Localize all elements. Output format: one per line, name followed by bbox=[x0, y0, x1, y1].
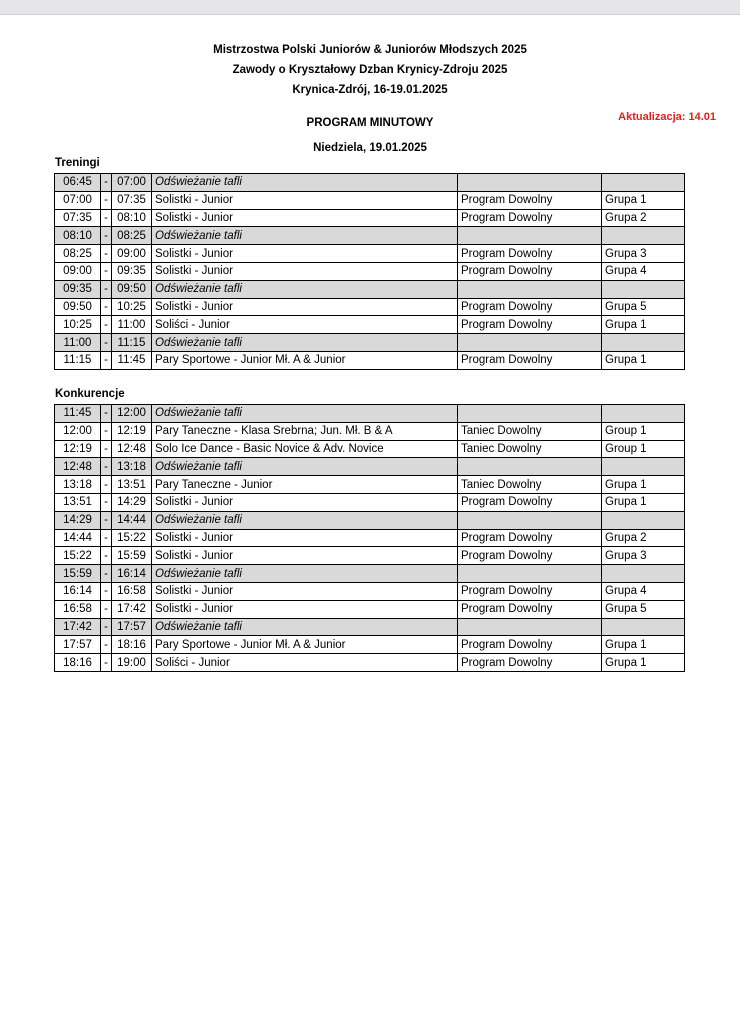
resurfacing-row bbox=[55, 280, 685, 298]
event-cell: Solistki - Junior bbox=[152, 493, 458, 511]
table-row bbox=[55, 582, 685, 600]
group-cell: Group 1 bbox=[602, 422, 685, 440]
end-time-cell: 12:48 bbox=[112, 440, 152, 458]
start-time-cell: 07:35 bbox=[55, 209, 101, 227]
group-cell: Grupa 1 bbox=[602, 191, 685, 209]
program-cell bbox=[458, 511, 602, 529]
resurfacing-row bbox=[55, 458, 685, 476]
event-cell: Odświeżanie tafli bbox=[152, 511, 458, 529]
end-time-cell: 12:19 bbox=[112, 422, 152, 440]
start-time-cell: 13:18 bbox=[55, 476, 101, 494]
group-cell bbox=[602, 334, 685, 352]
end-time-cell: 12:00 bbox=[112, 405, 152, 423]
end-time-cell: 13:51 bbox=[112, 476, 152, 494]
table-row bbox=[55, 316, 685, 334]
start-time-cell: 17:57 bbox=[55, 636, 101, 654]
program-cell bbox=[458, 280, 602, 298]
dash-cell: - bbox=[101, 600, 112, 618]
end-time-cell: 14:44 bbox=[112, 511, 152, 529]
program-cell: Program Dowolny bbox=[458, 191, 602, 209]
start-time-cell: 08:25 bbox=[55, 245, 101, 263]
program-cell: Program Dowolny bbox=[458, 298, 602, 316]
table-row bbox=[55, 636, 685, 654]
table-row bbox=[55, 245, 685, 263]
dash-cell: - bbox=[101, 334, 112, 352]
dash-cell: - bbox=[101, 262, 112, 280]
program-cell bbox=[458, 458, 602, 476]
event-cell: Solistki - Junior bbox=[152, 529, 458, 547]
end-time-cell: 11:15 bbox=[112, 334, 152, 352]
start-time-cell: 09:50 bbox=[55, 298, 101, 316]
group-cell: Grupa 1 bbox=[602, 351, 685, 369]
competition-schedule-table bbox=[54, 404, 685, 672]
dash-cell: - bbox=[101, 227, 112, 245]
group-cell bbox=[602, 618, 685, 636]
dash-cell: - bbox=[101, 316, 112, 334]
start-time-cell: 16:58 bbox=[55, 600, 101, 618]
event-cell: Odświeżanie tafli bbox=[152, 618, 458, 636]
group-cell: Grupa 2 bbox=[602, 209, 685, 227]
group-cell: Grupa 1 bbox=[602, 476, 685, 494]
dash-cell: - bbox=[101, 351, 112, 369]
end-time-cell: 11:45 bbox=[112, 351, 152, 369]
group-cell bbox=[602, 174, 685, 192]
section-title-training: Treningi bbox=[55, 157, 100, 169]
group-cell bbox=[602, 511, 685, 529]
group-cell: Grupa 4 bbox=[602, 582, 685, 600]
start-time-cell: 15:22 bbox=[55, 547, 101, 565]
table-row bbox=[55, 529, 685, 547]
table-row bbox=[55, 476, 685, 494]
event-cell: Pary Sportowe - Junior Mł. A & Junior bbox=[152, 636, 458, 654]
event-cell: Odświeżanie tafli bbox=[152, 565, 458, 583]
event-cell: Solistki - Junior bbox=[152, 191, 458, 209]
end-time-cell: 17:57 bbox=[112, 618, 152, 636]
group-cell: Group 1 bbox=[602, 440, 685, 458]
event-cell: Odświeżanie tafli bbox=[152, 405, 458, 423]
end-time-cell: 07:35 bbox=[112, 191, 152, 209]
event-cell: Solo Ice Dance - Basic Novice & Adv. Novice bbox=[152, 440, 458, 458]
table-row bbox=[55, 191, 685, 209]
dash-cell: - bbox=[101, 422, 112, 440]
group-cell bbox=[602, 565, 685, 583]
event-cell: Odświeżanie tafli bbox=[152, 458, 458, 476]
start-time-cell: 08:10 bbox=[55, 227, 101, 245]
start-time-cell: 12:00 bbox=[55, 422, 101, 440]
start-time-cell: 06:45 bbox=[55, 174, 101, 192]
end-time-cell: 09:35 bbox=[112, 262, 152, 280]
event-cell: Solistki - Junior bbox=[152, 547, 458, 565]
table-row bbox=[55, 654, 685, 672]
end-time-cell: 19:00 bbox=[112, 654, 152, 672]
dash-cell: - bbox=[101, 458, 112, 476]
program-cell: Program Dowolny bbox=[458, 493, 602, 511]
program-cell bbox=[458, 227, 602, 245]
start-time-cell: 07:00 bbox=[55, 191, 101, 209]
resurfacing-row bbox=[55, 334, 685, 352]
program-cell: Program Dowolny bbox=[458, 600, 602, 618]
event-cell: Soliści - Junior bbox=[152, 316, 458, 334]
section-title-competitions: Konkurencje bbox=[55, 388, 125, 400]
dash-cell: - bbox=[101, 636, 112, 654]
dash-cell: - bbox=[101, 654, 112, 672]
group-cell: Grupa 3 bbox=[602, 547, 685, 565]
group-cell: Grupa 1 bbox=[602, 654, 685, 672]
program-cell: Program Dowolny bbox=[458, 654, 602, 672]
dash-cell: - bbox=[101, 493, 112, 511]
program-title: PROGRAM MINUTOWY bbox=[306, 117, 434, 129]
program-cell: Program Dowolny bbox=[458, 636, 602, 654]
end-time-cell: 15:22 bbox=[112, 529, 152, 547]
start-time-cell: 18:16 bbox=[55, 654, 101, 672]
group-cell: Grupa 5 bbox=[602, 298, 685, 316]
table-row bbox=[55, 351, 685, 369]
event-cell: Odświeżanie tafli bbox=[152, 334, 458, 352]
dash-cell: - bbox=[101, 511, 112, 529]
event-cell: Odświeżanie tafli bbox=[152, 280, 458, 298]
end-time-cell: 08:10 bbox=[112, 209, 152, 227]
resurfacing-row bbox=[55, 174, 685, 192]
end-time-cell: 16:58 bbox=[112, 582, 152, 600]
table-row bbox=[55, 262, 685, 280]
table-row bbox=[55, 298, 685, 316]
group-cell: Grupa 4 bbox=[602, 262, 685, 280]
group-cell: Grupa 5 bbox=[602, 600, 685, 618]
event-cell: Pary Taneczne - Klasa Srebrna; Jun. Mł. B & A bbox=[152, 422, 458, 440]
program-cell: Program Dowolny bbox=[458, 262, 602, 280]
training-schedule-table bbox=[54, 173, 685, 370]
event-cell: Pary Taneczne - Junior bbox=[152, 476, 458, 494]
event-cell: Pary Sportowe - Junior Mł. A & Junior bbox=[152, 351, 458, 369]
program-date: Niedziela, 19.01.2025 bbox=[313, 142, 427, 154]
start-time-cell: 11:00 bbox=[55, 334, 101, 352]
group-cell: Grupa 1 bbox=[602, 316, 685, 334]
start-time-cell: 14:29 bbox=[55, 511, 101, 529]
program-cell bbox=[458, 334, 602, 352]
table-row bbox=[55, 600, 685, 618]
start-time-cell: 13:51 bbox=[55, 493, 101, 511]
table-row bbox=[55, 422, 685, 440]
program-cell: Program Dowolny bbox=[458, 529, 602, 547]
dash-cell: - bbox=[101, 565, 112, 583]
program-cell: Program Dowolny bbox=[458, 547, 602, 565]
end-time-cell: 09:00 bbox=[112, 245, 152, 263]
dash-cell: - bbox=[101, 209, 112, 227]
event-cell: Solistki - Junior bbox=[152, 262, 458, 280]
resurfacing-row bbox=[55, 405, 685, 423]
dash-cell: - bbox=[101, 476, 112, 494]
program-cell: Program Dowolny bbox=[458, 316, 602, 334]
table-row bbox=[55, 209, 685, 227]
end-time-cell: 08:25 bbox=[112, 227, 152, 245]
resurfacing-row bbox=[55, 618, 685, 636]
group-cell bbox=[602, 458, 685, 476]
dash-cell: - bbox=[101, 547, 112, 565]
group-cell: Grupa 3 bbox=[602, 245, 685, 263]
start-time-cell: 17:42 bbox=[55, 618, 101, 636]
update-note: Aktualizacja: 14.01 bbox=[618, 111, 716, 123]
program-cell: Program Dowolny bbox=[458, 245, 602, 263]
event-cell: Solistki - Junior bbox=[152, 298, 458, 316]
program-cell: Program Dowolny bbox=[458, 209, 602, 227]
viewer-top-bar bbox=[0, 0, 740, 15]
dash-cell: - bbox=[101, 191, 112, 209]
event-cell: Solistki - Junior bbox=[152, 600, 458, 618]
program-cell: Program Dowolny bbox=[458, 582, 602, 600]
program-cell bbox=[458, 174, 602, 192]
event-cell: Solistki - Junior bbox=[152, 582, 458, 600]
dash-cell: - bbox=[101, 582, 112, 600]
end-time-cell: 11:00 bbox=[112, 316, 152, 334]
end-time-cell: 18:16 bbox=[112, 636, 152, 654]
event-cell: Odświeżanie tafli bbox=[152, 227, 458, 245]
group-cell bbox=[602, 405, 685, 423]
start-time-cell: 12:48 bbox=[55, 458, 101, 476]
start-time-cell: 11:45 bbox=[55, 405, 101, 423]
program-cell: Program Dowolny bbox=[458, 351, 602, 369]
dash-cell: - bbox=[101, 280, 112, 298]
start-time-cell: 14:44 bbox=[55, 529, 101, 547]
resurfacing-row bbox=[55, 511, 685, 529]
group-cell: Grupa 2 bbox=[602, 529, 685, 547]
end-time-cell: 15:59 bbox=[112, 547, 152, 565]
end-time-cell: 09:50 bbox=[112, 280, 152, 298]
dash-cell: - bbox=[101, 529, 112, 547]
resurfacing-row bbox=[55, 227, 685, 245]
event-cell: Soliści - Junior bbox=[152, 654, 458, 672]
program-cell: Taniec Dowolny bbox=[458, 440, 602, 458]
start-time-cell: 12:19 bbox=[55, 440, 101, 458]
end-time-cell: 13:18 bbox=[112, 458, 152, 476]
table-row bbox=[55, 493, 685, 511]
start-time-cell: 11:15 bbox=[55, 351, 101, 369]
program-cell bbox=[458, 405, 602, 423]
table-row bbox=[55, 440, 685, 458]
event-cell: Odświeżanie tafli bbox=[152, 174, 458, 192]
end-time-cell: 14:29 bbox=[112, 493, 152, 511]
group-cell bbox=[602, 280, 685, 298]
start-time-cell: 16:14 bbox=[55, 582, 101, 600]
competition-subtitle: Zawody o Kryształowy Dzban Krynicy-Zdroju 2025 bbox=[232, 64, 508, 76]
program-cell: Taniec Dowolny bbox=[458, 476, 602, 494]
competition-title: Mistrzostwa Polski Juniorów & Juniorów Młodszych 2025 bbox=[213, 44, 527, 56]
end-time-cell: 07:00 bbox=[112, 174, 152, 192]
dash-cell: - bbox=[101, 405, 112, 423]
dash-cell: - bbox=[101, 618, 112, 636]
end-time-cell: 17:42 bbox=[112, 600, 152, 618]
program-cell bbox=[458, 618, 602, 636]
group-cell: Grupa 1 bbox=[602, 493, 685, 511]
start-time-cell: 09:00 bbox=[55, 262, 101, 280]
dash-cell: - bbox=[101, 440, 112, 458]
resurfacing-row bbox=[55, 565, 685, 583]
dash-cell: - bbox=[101, 174, 112, 192]
group-cell bbox=[602, 227, 685, 245]
start-time-cell: 15:59 bbox=[55, 565, 101, 583]
end-time-cell: 10:25 bbox=[112, 298, 152, 316]
program-cell bbox=[458, 565, 602, 583]
start-time-cell: 09:35 bbox=[55, 280, 101, 298]
table-row bbox=[55, 547, 685, 565]
event-cell: Solistki - Junior bbox=[152, 245, 458, 263]
dash-cell: - bbox=[101, 245, 112, 263]
start-time-cell: 10:25 bbox=[55, 316, 101, 334]
program-cell: Taniec Dowolny bbox=[458, 422, 602, 440]
event-cell: Solistki - Junior bbox=[152, 209, 458, 227]
competition-location-dates: Krynica-Zdrój, 16-19.01.2025 bbox=[292, 84, 448, 96]
dash-cell: - bbox=[101, 298, 112, 316]
group-cell: Grupa 1 bbox=[602, 636, 685, 654]
end-time-cell: 16:14 bbox=[112, 565, 152, 583]
